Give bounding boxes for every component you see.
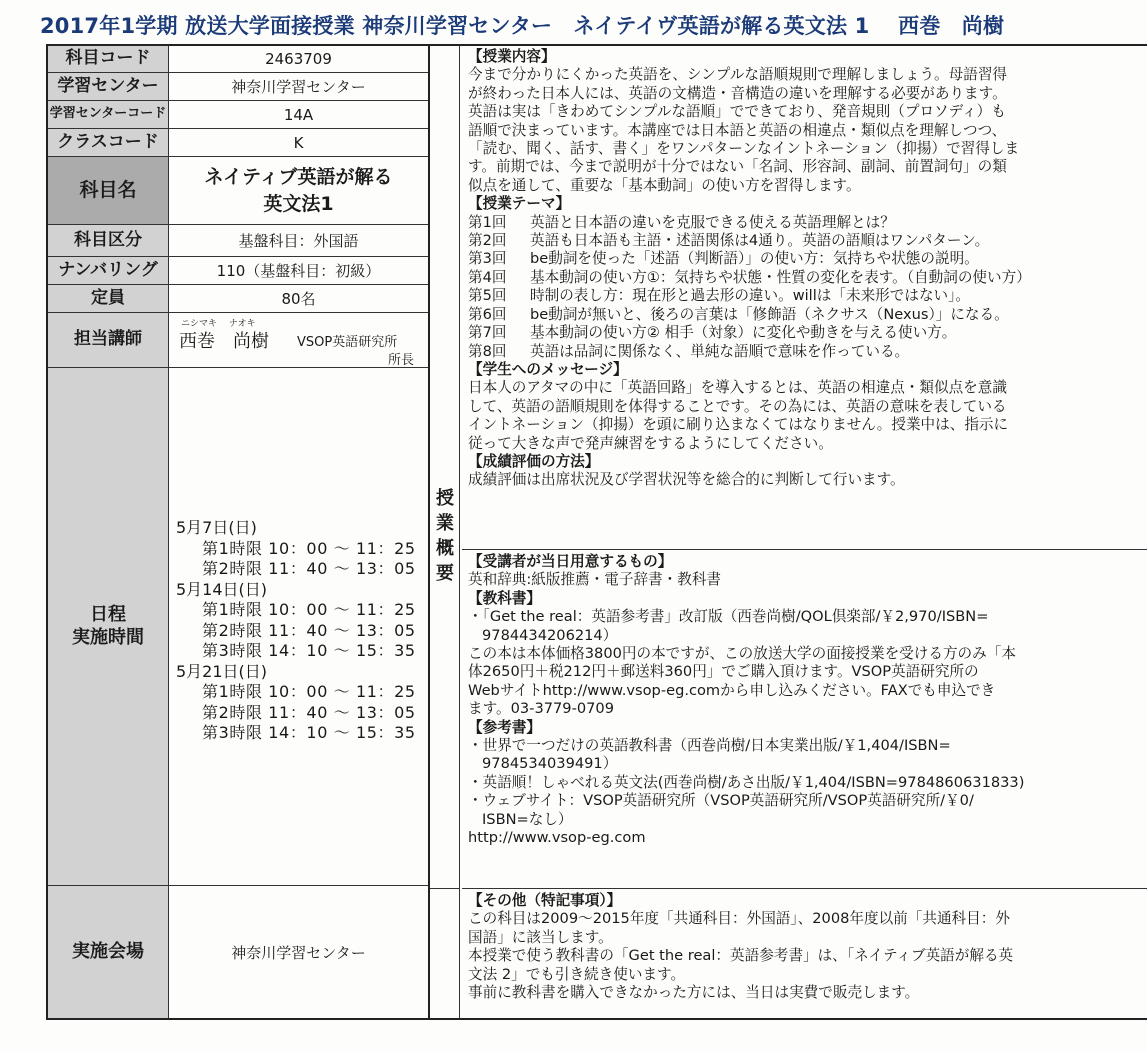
message-line: 日本人のアタマの中に「英語回路」を導入するとは、英語の相違点・類似点を意識 xyxy=(468,379,1007,397)
lesson-number: 第8回 xyxy=(468,342,507,360)
schedule-period: 第2時限 11：40 ～ 13：05 xyxy=(202,620,416,640)
lesson-title: 英語と日本語の違いを克服できる使える英語理解とは？ xyxy=(530,213,895,231)
reference-line: ・英語順！しゃべれる英文法(西巻尚樹/あさ出版/￥1,404/ISBN=9784860631833) xyxy=(468,773,1025,791)
reference-line: ・ウェブサイト：VSOP英語研究所（VSOP英語研究所/VSOP英語研究所/￥0/ xyxy=(468,792,974,810)
message-line: して、英語の語順規則を体得することです。その為には、英語の意味を表している xyxy=(468,397,1007,415)
course-code-row xyxy=(48,46,428,73)
lesson-title: be動詞が無いと、後ろの言葉は「修飾語（ネクサス（Nexus）」になる。 xyxy=(530,305,1009,323)
overview-char: 要 xyxy=(436,563,454,584)
reference-line: ・世界で一つだけの英語教科書（西巻尚樹/日本実業出版/￥1,404/ISBN= xyxy=(468,737,951,755)
venue-row xyxy=(48,886,428,1018)
category-value: 基盤科目：外国語 xyxy=(238,232,359,250)
materials-section xyxy=(462,551,1147,848)
section-heading: 【授業テーマ】 xyxy=(468,195,571,213)
capacity-row xyxy=(48,285,428,313)
lesson-title: 英語は品詞に関係なく、単純な語順で意味を作っている。 xyxy=(530,342,910,360)
textbook-line: 体2650円＋税212円＋郵送料360円」でご購入頂けます。VSOP英語研究所の xyxy=(468,663,979,681)
lesson-title: 時制の表し方：現在形と過去形の違い。willは「未来形ではない」。 xyxy=(530,287,971,305)
lesson-item xyxy=(468,287,1147,305)
course-name-label: 科目名 xyxy=(48,157,169,224)
class-code-value: K xyxy=(293,133,304,152)
section-heading: 【教科書】 xyxy=(468,589,541,607)
section-divider xyxy=(462,888,1147,889)
materials-text: 英和辞典:紙版推薦・電子辞書・教科書 xyxy=(468,571,722,589)
other-line: 事前に教科書を購入できなかった方には、当日は実費で販売します。 xyxy=(468,984,920,1002)
instructor-affiliation: VSOP英語研究所 xyxy=(297,335,398,350)
overview-divider xyxy=(430,888,460,889)
reference-line: 9784534039491） xyxy=(482,755,618,773)
section-heading: 【参考書】 xyxy=(468,718,541,736)
category-row xyxy=(48,225,428,257)
other-line: この科目は2009～2015年度「共通科目：外国語」、2008年度以前「共通科目：外 xyxy=(468,910,1010,928)
lesson-number: 第6回 xyxy=(468,305,507,323)
lesson-title: be動詞を使った「述語（判断語）」の使い方：気持ちや状態の説明。 xyxy=(530,250,979,268)
instructor-name: 西巻 尚樹 xyxy=(179,331,269,352)
class-code-row xyxy=(48,129,428,157)
lesson-number: 第3回 xyxy=(468,250,507,268)
section-heading: 【学生へのメッセージ】 xyxy=(468,360,628,378)
content-line: 今まで分かりにくかった英語を、シンプルな語順規則で理解しましょう。母語習得 xyxy=(468,66,1008,84)
message-line: イントネーション（抑揚）を頭に刷り込まなくてはなりません。授業中は、指示に xyxy=(468,416,1009,434)
content-line: が終わった日本人には、英語の文構造・音構造の違いを理解する必要があります。 xyxy=(468,84,1007,102)
overview-char: 概 xyxy=(436,538,454,559)
lesson-item xyxy=(468,232,1147,250)
schedule-list xyxy=(176,518,416,744)
lesson-title: 英語も日本語も主語・述語関係は4通り。英語の語順はワンパターン。 xyxy=(530,232,990,250)
section-heading: 【その他（特記事項）】 xyxy=(468,892,622,909)
textbook-line: Webサイトhttp://www.vsop-eg.comから申し込みください。FAXでも申込でき xyxy=(468,681,996,699)
schedule-date: 5月21日(日) xyxy=(176,661,268,681)
schedule-period: 第2時限 11：40 ～ 13：05 xyxy=(202,702,416,722)
instructor-label: 担当講師 xyxy=(48,313,169,367)
schedule-row xyxy=(48,368,428,886)
grading-text: 成績評価は出席状況及び学習状況等を総合的に判断して行います。 xyxy=(468,471,905,489)
textbook-line: この本は本体価格3800円の本ですが、この放送大学の面接授業を受ける方のみ「本 xyxy=(468,645,1016,663)
section-heading: 【授業内容】 xyxy=(468,48,556,65)
course-name-value xyxy=(169,157,428,224)
venue-value: 神奈川学習センター xyxy=(231,943,366,962)
lesson-item xyxy=(468,324,1147,342)
lesson-item xyxy=(468,250,1147,268)
lesson-number: 第5回 xyxy=(468,287,507,305)
schedule-label-line2: 実施時間 xyxy=(72,626,144,648)
course-code-value: 2463709 xyxy=(265,50,332,68)
schedule-period: 第1時限 10：00 ～ 11：25 xyxy=(202,538,416,558)
schedule-period: 第2時限 11：40 ～ 13：05 xyxy=(202,559,416,578)
section-heading: 【受講者が当日用意するもの】 xyxy=(468,553,673,570)
class-code-label: クラスコード xyxy=(48,129,169,156)
overview-char: 授 xyxy=(436,488,454,509)
overview-label-column xyxy=(430,46,460,1018)
course-name-row xyxy=(48,157,428,225)
lesson-number: 第7回 xyxy=(468,324,507,342)
overview-label xyxy=(430,486,460,586)
course-content-section xyxy=(462,46,1147,490)
other-section xyxy=(462,890,1147,1002)
course-info-column xyxy=(48,46,430,1018)
content-line: 似点を通して、重要な「基本動詞」の使い方を習得します。 xyxy=(468,176,861,194)
course-code-label: 科目コード xyxy=(48,46,169,72)
instructor-value xyxy=(169,313,428,367)
textbook-line: ます。03-3779-0709 xyxy=(468,700,614,718)
other-line: 文法 2」でも引き続き使います。 xyxy=(468,965,686,983)
lesson-item xyxy=(468,343,1147,361)
instructor-ruby: ニシマキ ナオキ xyxy=(181,319,256,329)
lesson-number: 第2回 xyxy=(468,232,507,250)
schedule-date: 5月7日(日) xyxy=(176,518,257,537)
center-code-value: 14A xyxy=(283,105,314,124)
page-header-title: 2017年1学期 放送大学面接授業 神奈川学習センター ネイテイヴ英語が解る英文法 1 西巻 尚樹 xyxy=(40,14,1005,38)
center-code-row xyxy=(48,101,428,129)
course-name-line1: ネイティブ英語が解る xyxy=(204,165,393,188)
section-divider xyxy=(462,549,1147,550)
lesson-item xyxy=(468,306,1147,324)
venue-label: 実施会場 xyxy=(48,886,169,1018)
numbering-row xyxy=(48,257,428,285)
lesson-title: 基本動詞の使い方② 相手（対象）に変化や動きを与える使い方。 xyxy=(530,324,957,342)
instructor-row xyxy=(48,313,428,368)
numbering-value: 110（基盤科目：初級） xyxy=(216,262,381,280)
lesson-item xyxy=(468,269,1147,287)
center-value: 神奈川学習センター xyxy=(231,78,366,96)
reference-line: http://www.vsop-eg.com xyxy=(468,829,646,847)
instructor-title: 所長 xyxy=(387,353,414,368)
lesson-number: 第1回 xyxy=(468,213,507,231)
content-line: 英語は実は「きわめてシンプルな語順」でできており、発音規則（プロソディ）も xyxy=(468,103,1006,121)
schedule-period: 第3時限 14：10 ～ 15：35 xyxy=(202,723,416,742)
content-line: す。前期では、今まで説明が十分ではない「名詞、形容詞、副詞、前置詞句」の類 xyxy=(468,158,1007,176)
capacity-value: 80名 xyxy=(281,290,316,308)
category-label: 科目区分 xyxy=(48,225,169,256)
schedule-period: 第1時限 10：00 ～ 11：25 xyxy=(202,600,416,619)
course-name-line2: 英文法1 xyxy=(263,192,334,215)
center-code-label: 学習センターコード xyxy=(48,101,169,128)
section-heading: 【成績評価の方法】 xyxy=(468,452,600,470)
schedule-label xyxy=(48,368,169,885)
schedule-label-line1: 日程 xyxy=(90,604,126,625)
lesson-number: 第4回 xyxy=(468,268,507,286)
schedule-period: 第3時限 14：10 ～ 15：35 xyxy=(202,641,416,660)
center-label: 学習センター xyxy=(48,73,169,100)
syllabus-table xyxy=(46,44,1147,1020)
center-row xyxy=(48,73,428,101)
content-line: 「読む、聞く、話す、書く」をワンパターンなイントネーション（抑揚）で習得しま xyxy=(468,140,1020,158)
capacity-label: 定員 xyxy=(48,285,169,312)
numbering-label: ナンバリング xyxy=(48,257,169,284)
schedule-date: 5月14日(日) xyxy=(176,579,268,599)
other-line: 国語」に該当します。 xyxy=(468,928,613,946)
message-line: 従って大きな声で発声練習をするようにしてください。 xyxy=(468,434,833,452)
content-line: 語順で決まっています。本講座では日本語と英語の相違点・類似点を理解しつつ、 xyxy=(468,121,1007,139)
other-line: 本授業で使う教科書の「Get the real：英語参考書」は、「ネイティブ英語が解る英 xyxy=(468,947,1014,965)
textbook-line: ・「Get the real：英語参考書」改訂版（西巻尚樹/QOL倶楽部/￥2,970/ISBN= xyxy=(468,608,989,626)
lesson-title: 基本動詞の使い方①：気持ちや状態・性質の変化を表す。（自動詞の使い方） xyxy=(530,268,1031,286)
overview-content xyxy=(462,46,1147,1018)
schedule-period: 第1時限 10：00 ～ 11：25 xyxy=(202,682,416,701)
overview-char: 業 xyxy=(436,513,454,534)
reference-line: ISBN=なし） xyxy=(482,810,573,828)
lesson-item xyxy=(468,214,1147,232)
textbook-line: 9784434206214） xyxy=(482,626,618,644)
